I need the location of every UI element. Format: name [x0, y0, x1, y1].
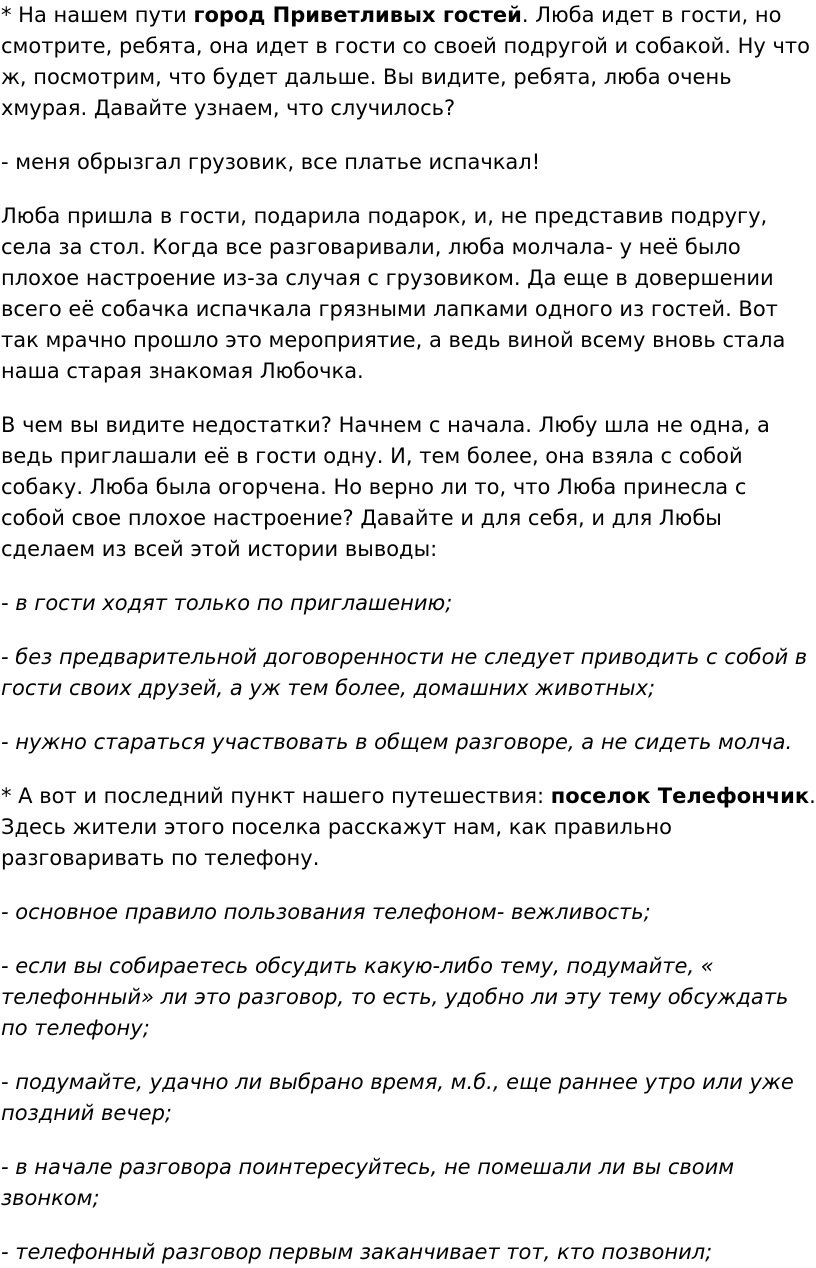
- phone-paragraph: [1, 781, 816, 874]
- intro-paragraph: [1, 0, 816, 124]
- story-paragraph: Люба пришла в гости, подарила подарок, и, не представив подругу, села за стол. Когда все разговаривали, люба молчала- у неё было плохое настроение из-за случая с грузовиком. Да еще в довершении всего её собачка испачкала грязными лапками одного из гостей. Вот так мрачно прошло это мероприятие, а ведь виной всему вновь стала наша старая знакомая Любочка.: [1, 204, 786, 383]
- phone-rule-item: - в начале разговора поинтересуйтесь, не помешали ли вы своим звонком;: [1, 1155, 735, 1210]
- rule-item: - без предварительной договоренности не следует приводить с собой в гости своих друзей, а уж тем более, домашних животных;: [1, 645, 808, 700]
- phone-text: . Здесь жители этого поселка расскажут нам, как правильно разговаривать по телефону.: [1, 784, 816, 870]
- discussion-paragraph: В чем вы видите недостатки? Начнем с начала. Любу шла не одна, а ведь приглашали её в гости одну. И, тем более, она взяла с собой собаку. Люба была огорчена. Но верно ли то, что Люба принесла с собой свое плохое настроение? Давайте и для себя, и для Любы сделаем из всей этой истории выводы:: [1, 413, 770, 561]
- city-name: город Приветливых гостей: [193, 3, 522, 27]
- phone-rule-item: - основное правило пользования телефоном- вежливость;: [1, 900, 651, 924]
- intro-text: . Люба идет в гости, но смотрите, ребята, она идет в гости со своей подругой и собакой. Ну что ж, посмотрим, что будет дальше. Вы видите, ребята, люба очень хмурая. Давайте узнаем, что случилось?: [1, 3, 810, 120]
- rule-item: - нужно стараться участвовать в общем разговоре, а не сидеть молча.: [1, 730, 793, 754]
- village-name: поселок Телефончик: [550, 784, 810, 808]
- phone-rule-item: - подумайте, удачно ли выбрано время, м.б., еще раннее утро или уже поздний вечер;: [1, 1070, 794, 1125]
- rule-item: - в гости ходят только по приглашению;: [1, 591, 453, 615]
- phone-rule-item: - если вы собираетесь обсудить какую-либо тему, подумайте, « телефонный» ли это разговор, то есть, удобно ли эту тему обсуждать по телефону;: [1, 954, 789, 1040]
- intro-prefix: * На нашем пути: [1, 3, 194, 27]
- phone-prefix: * А вот и последний пункт нашего путешествия:: [1, 784, 551, 808]
- phone-rule-item: - телефонный разговор первым заканчивает тот, кто позвонил;: [1, 1240, 713, 1264]
- luba-quote: - меня обрызгал грузовик, все платье испачкал!: [1, 150, 541, 174]
